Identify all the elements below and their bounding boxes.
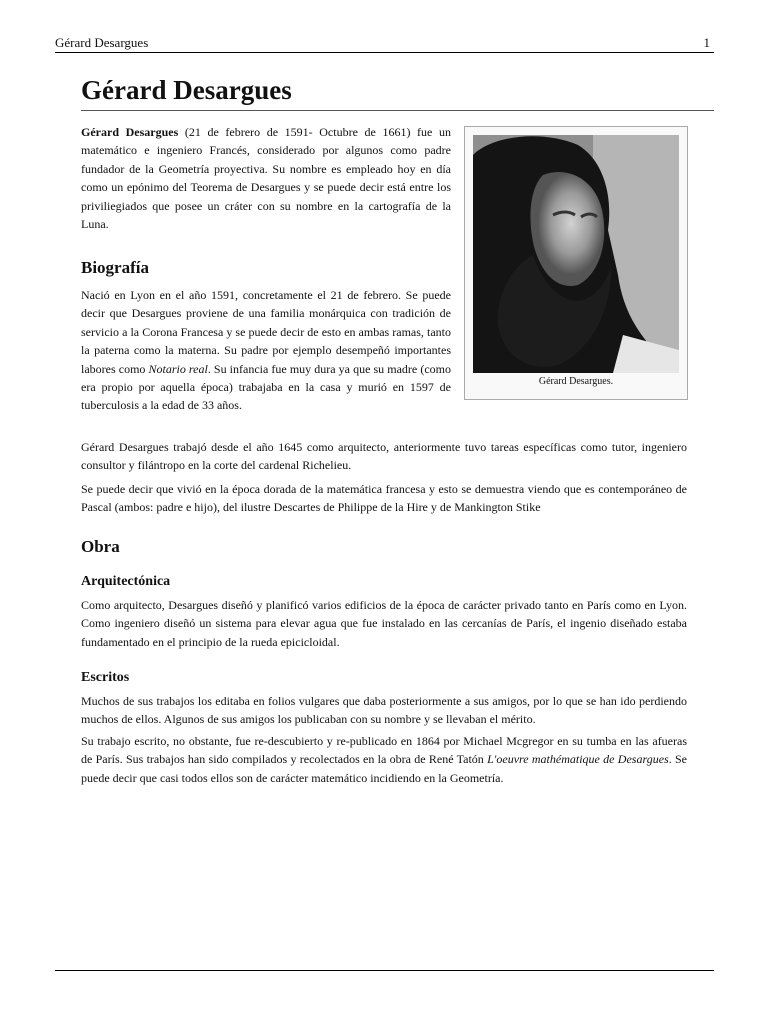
intro-text: (21 de febrero de 1591- Octubre de 1661) fue un matemático e ingeniero Francés, considerado por algunos como padre fundador de la Geometría proyectiva. Su nombre es empleado hoy en día como un epónimo del Teorema de Desargues y se puede decir está entre los priviliegiados que posee un cráter con su nombre en la cartografía de la Luna. — [81, 125, 451, 232]
biografia-paragraph-2: Gérard Desargues trabajó desde el año 1645 como arquitecto, anteriormente tuvo tareas específicas como tutor, ingeniero consultor y filántropo en la corte del cardenal Richelieu. — [81, 440, 687, 473]
escritos-text-b: . Se puede decir que casi todos ellos son de carácter matemático incidiendo en la Geometría. — [81, 752, 687, 785]
heading-obra: Obra — [81, 537, 120, 556]
running-header-title: Gérard Desargues — [55, 35, 149, 50]
infobox — [464, 126, 688, 400]
page-number: 1 — [703, 35, 710, 50]
escritos-paragraph-2 — [81, 732, 687, 787]
article-title: Gérard Desargues — [81, 72, 714, 111]
escritos-italic: L'oeuvre mathématique de Desargues — [487, 752, 669, 767]
heading-escritos: Escritos — [81, 670, 130, 685]
biografia-text-a: Nació en Lyon en el año 1591, concretamente el 21 de febrero. Se puede decir que Desargues proviene de una familia monárquica con tradición de servicio a la Corona Francesa y se puede decir de esto en ambas ramas, tanto la paterna como la materna. Su padre por ejemplo desempeñó importantes labores como — [81, 288, 451, 376]
heading-biografia: Biografía — [81, 258, 149, 277]
portrait-image — [473, 135, 679, 373]
biografia-paragraph-3: Se puede decir que vivió en la época dorada de la matemática francesa y esto se demuestra viendo que es contemporáneo de Pascal (ambos: padre e hijo), del ilustre Descartes de Philippe de la Hire y de Mankington Stike — [81, 482, 687, 515]
running-header — [55, 34, 714, 53]
arquitectonica-paragraph: Como arquitecto, Desargues diseñó y planificó varios edificios de la época de carácter privado tanto en París como en Lyon. Como ingeniero diseñó un sistema para elevar agua que fue instalado en las cercanías de París, el ingenio diseñado estaba fundamentado en el principio de la rueda epicicloidal. — [81, 598, 687, 649]
subject-name: Gérard Desargues — [81, 125, 179, 139]
biografia-text-b: . Su infancia fue muy dura ya que su madre (como era propio por aquella época) trabajaba en la casa y murió en 1597 de tuberculosis a la edad de 33 años. — [81, 361, 451, 413]
escritos-paragraph-1: Muchos de sus trabajos los editaba en folios vulgares que daba posteriormente a sus amigos, por lo que se han ido perdiendo muchos de ellos. Algunos de sus amigos los publicaban con su nombre y se llevaban el mérito. — [81, 694, 687, 727]
biografia-paragraph-1 — [81, 286, 451, 415]
intro-paragraph — [81, 123, 451, 233]
infobox-caption: Gérard Desargues. — [538, 376, 614, 387]
biografia-italic: Notario real — [148, 361, 208, 376]
heading-arquitectonica: Arquitectónica — [81, 574, 171, 589]
escritos-text-a: Su trabajo escrito, no obstante, fue re-descubierto y re-publicado en 1864 por Michael Mcgregor en su tumba en las afueras de París. Sus trabajos han sido compilados y recolectados en la obra de René Tatón — [81, 734, 687, 767]
footer-rule — [55, 970, 714, 971]
